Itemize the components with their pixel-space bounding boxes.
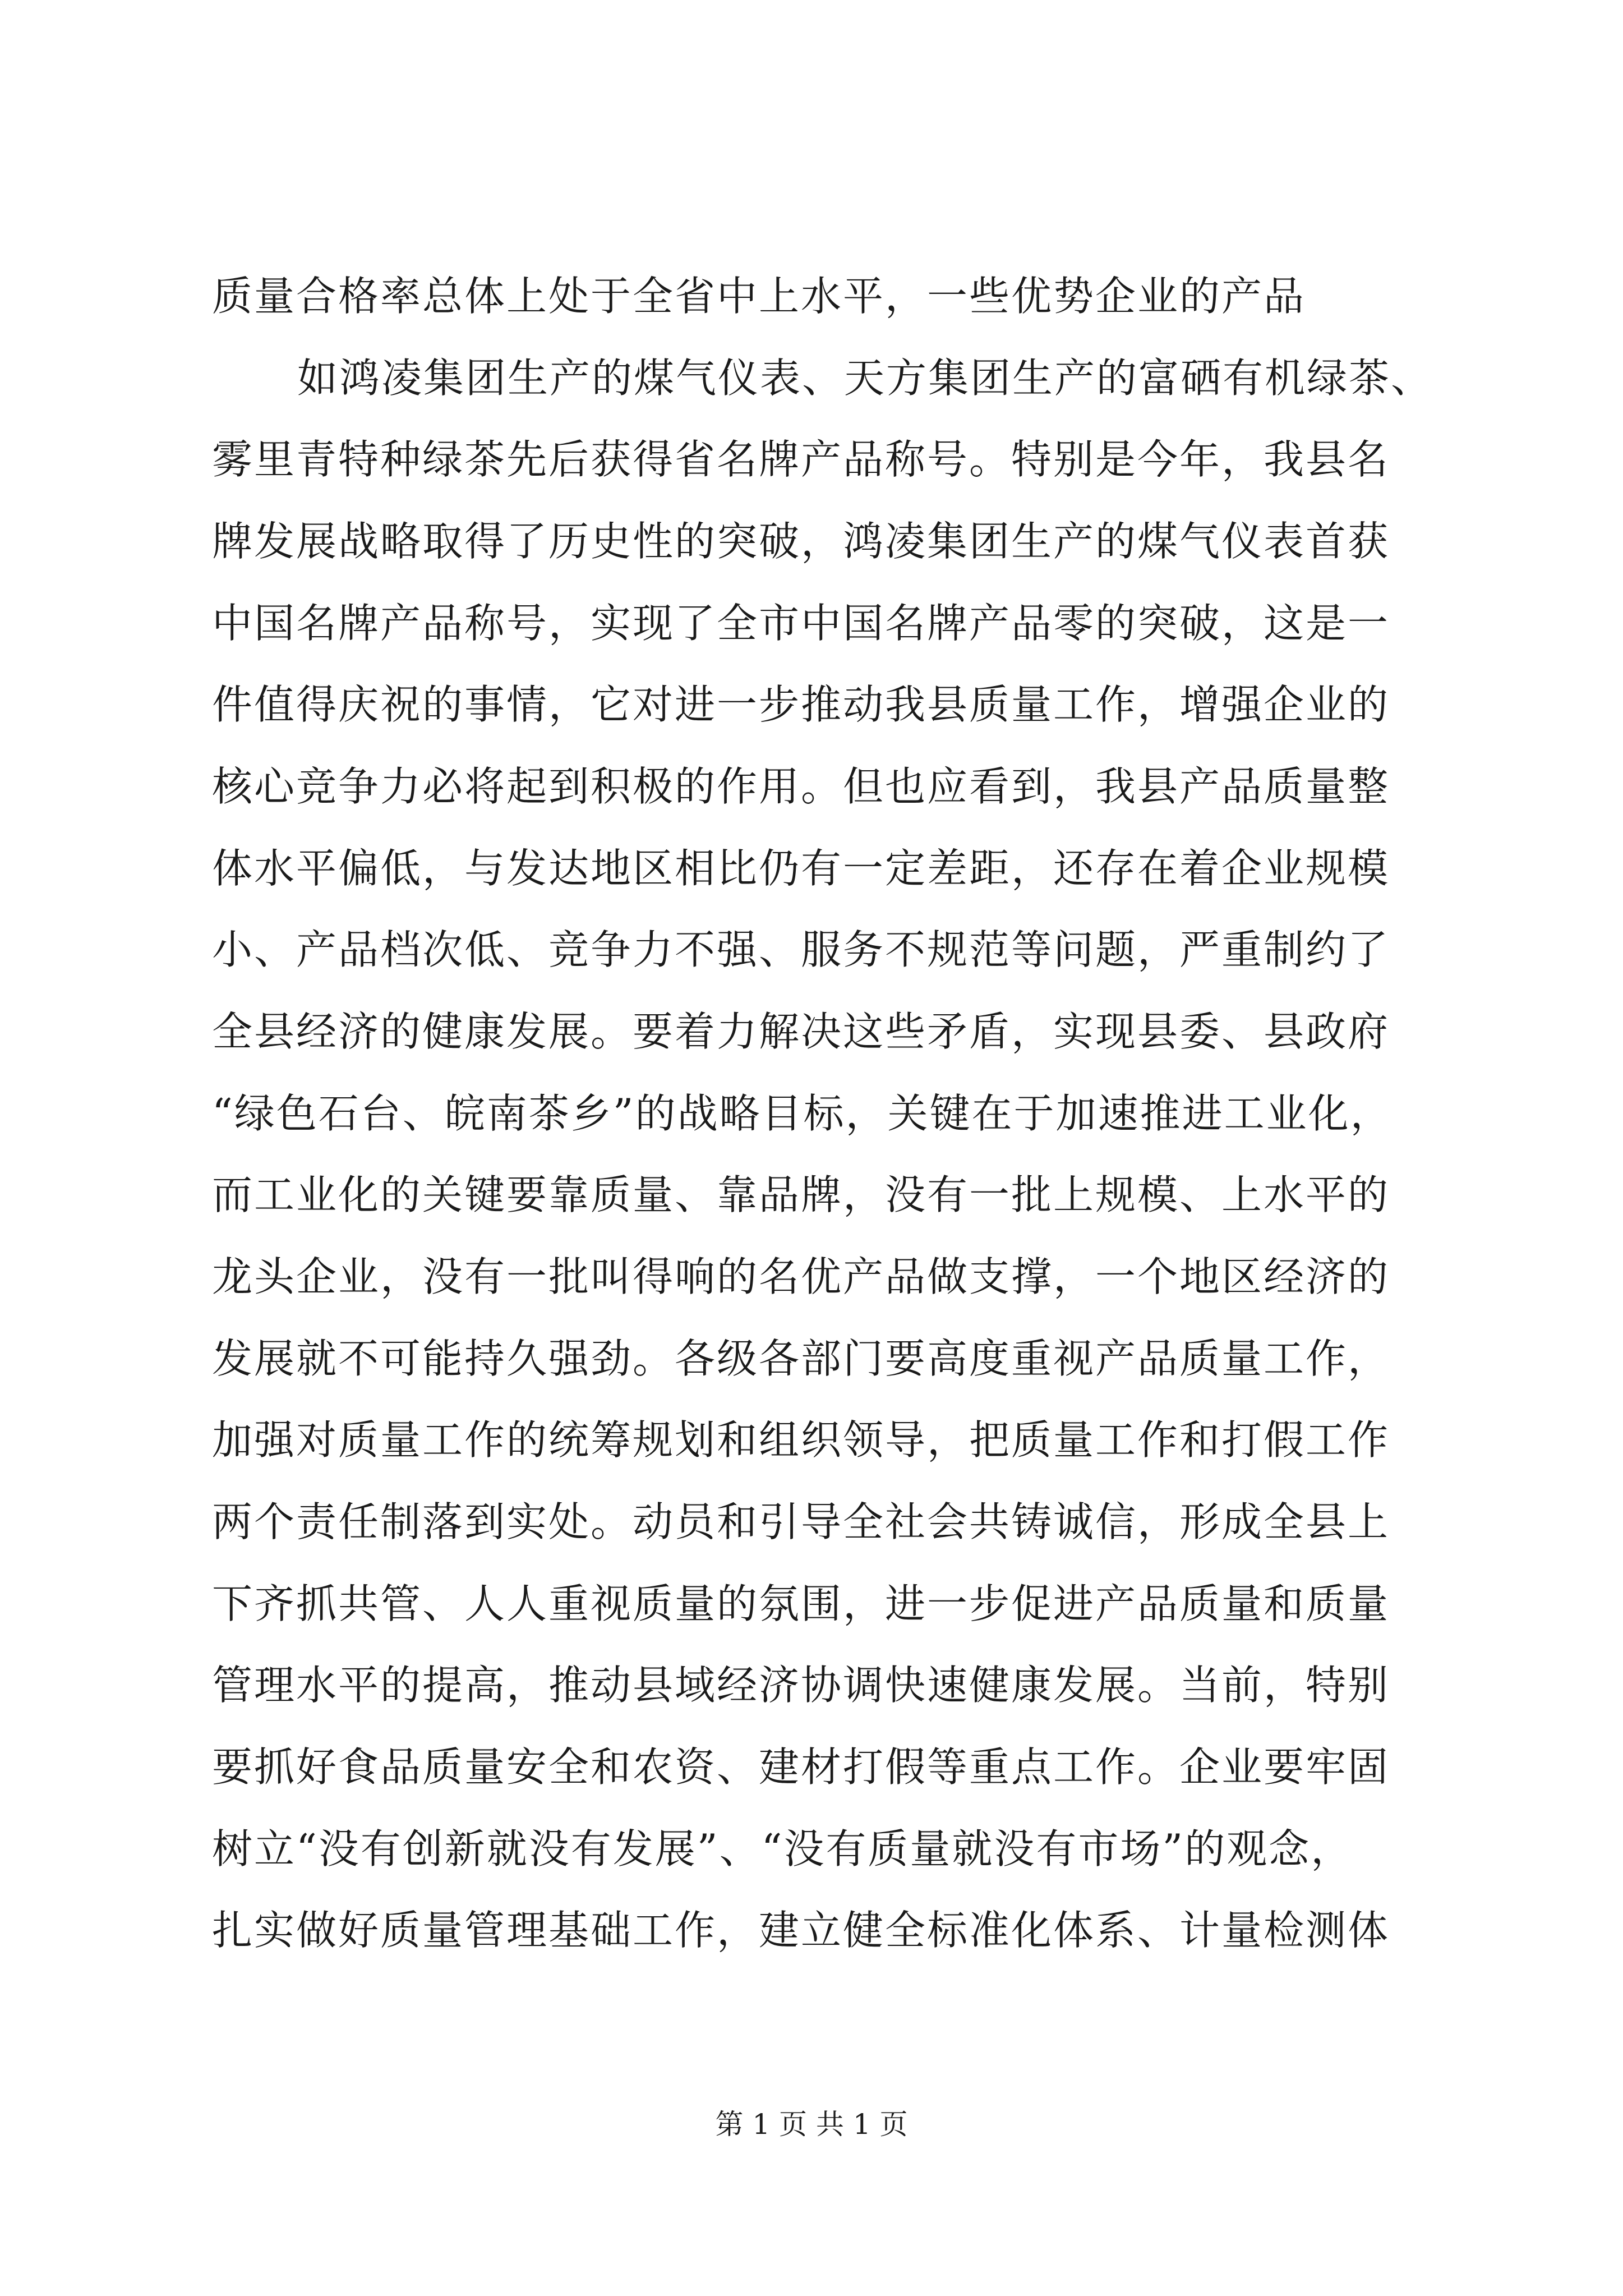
text-line: 两个责任制落到实处。动员和引导全社会共铸诚信，形成全县上	[212, 1498, 1390, 1545]
text-line: 体水平偏低，与发达地区相比仍有一定差距，还存在着企业规模	[212, 845, 1390, 892]
text-line: 如鸿凌集团生产的煤气仪表、天方集团生产的富硒有机绿茶、	[297, 355, 1433, 402]
text-line: 下齐抓共管、人人重视质量的氛围，进一步促进产品质量和质量	[212, 1580, 1390, 1627]
text-line: 龙头企业，没有一批叫得响的名优产品做支撑，一个地区经济的	[212, 1253, 1390, 1300]
text-line: “绿色石台、皖南茶乡”的战略目标，关键在于加速推进工业化，	[212, 1090, 1393, 1137]
text-line: 管理水平的提高，推动县域经济协调快速健康发展。当前，特别	[212, 1662, 1390, 1709]
text-line: 小、产品档次低、竞争力不强、服务不规范等问题，严重制约了	[212, 926, 1390, 973]
text-line: 雾里青特种绿茶先后获得省名牌产品称号。特别是今年，我县名	[212, 436, 1390, 483]
text-line: 树立“没有创新就没有发展”、“没有质量就没有市场”的观念，	[212, 1825, 1353, 1872]
text-line: 牌发展战略取得了历史性的突破，鸿凌集团生产的煤气仪表首获	[212, 518, 1390, 565]
text-line: 中国名牌产品称号，实现了全市中国名牌产品零的突破，这是一	[212, 600, 1390, 647]
text-line: 全县经济的健康发展。要着力解决这些矛盾，实现县委、县政府	[212, 1008, 1390, 1055]
text-line: 而工业化的关键要靠质量、靠品牌，没有一批上规模、上水平的	[212, 1171, 1390, 1218]
text-line: 加强对质量工作的统筹规划和组织领导，把质量工作和打假工作	[212, 1416, 1390, 1464]
text-line: 核心竞争力必将起到积极的作用。但也应看到，我县产品质量整	[212, 763, 1390, 810]
text-line: 扎实做好质量管理基础工作，建立健全标准化体系、计量检测体	[212, 1907, 1390, 1954]
text-line: 件值得庆祝的事情，它对进一步推动我县质量工作，增强企业的	[212, 681, 1390, 728]
text-line: 要抓好食品质量安全和农资、建材打假等重点工作。企业要牢固	[212, 1743, 1390, 1791]
text-line: 发展就不可能持久强劲。各级各部门要高度重视产品质量工作，	[212, 1335, 1390, 1382]
text-line: 质量合格率总体上处于全省中上水平，一些优势企业的产品	[212, 273, 1306, 320]
page-number-footer: 第 1 页 共 1 页	[715, 2108, 908, 2141]
